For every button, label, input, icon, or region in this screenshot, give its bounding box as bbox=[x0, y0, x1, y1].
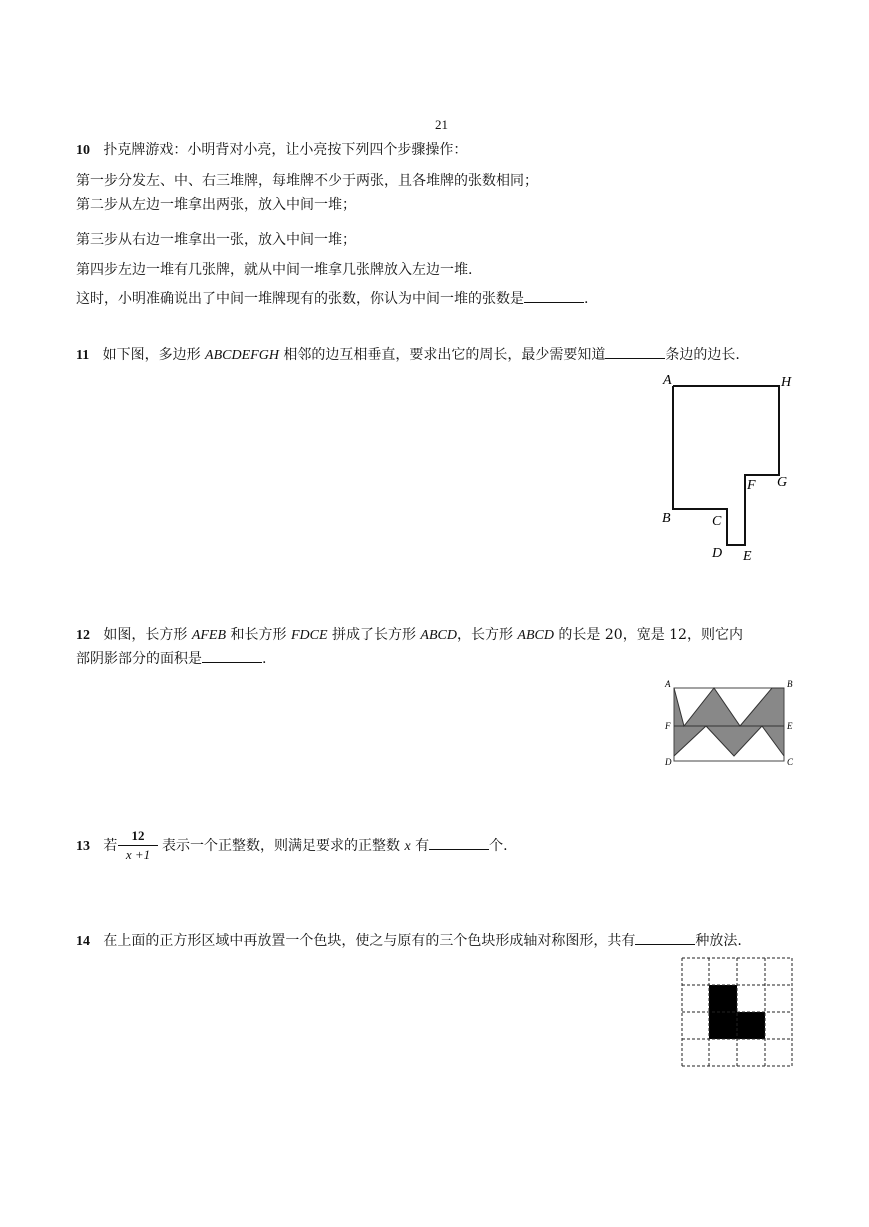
polygon-figure bbox=[650, 368, 800, 568]
grid-figure bbox=[680, 956, 796, 1070]
label-F: F bbox=[665, 721, 671, 731]
label-H: H bbox=[781, 375, 792, 390]
answer-blank bbox=[524, 290, 584, 303]
answer-blank bbox=[429, 837, 489, 850]
answer-blank bbox=[202, 650, 262, 663]
fraction bbox=[118, 828, 158, 863]
question-10-line-4: 第三步从右边一堆拿出一张，放入中间一堆； bbox=[76, 232, 356, 248]
answer-blank bbox=[605, 346, 665, 359]
question-10-line-1: 10 扑克牌游戏：小明背对小亮，让小亮按下列四个步骤操作： bbox=[76, 142, 468, 158]
question-10-line-2: 第一步分发左、中、右三堆牌，每堆牌不少于两张，且各堆牌的张数相同； bbox=[76, 173, 538, 189]
question-14-text: 14 在上面的正方形区域中再放置一个色块，使之与原有的三个色块形成轴对称图形，共有 种放法. bbox=[76, 933, 742, 949]
rectangle-figure bbox=[660, 676, 800, 772]
question-number: 12 bbox=[76, 628, 90, 643]
question-12-line-1: 12 如图，长方形 AFEB 和长方形 FDCE 拼成了长方形 ABCD，长方形 ABCD 的长是 20，宽是 12，则它内 bbox=[76, 627, 743, 643]
fraction-numerator: 12 bbox=[131, 828, 145, 843]
label-D: D bbox=[712, 546, 723, 561]
question-number: 13 bbox=[76, 839, 90, 854]
question-10-line-5: 第四步左边一堆有几张牌，就从中间一堆拿几张牌放入左边一堆. bbox=[76, 262, 473, 278]
question-13-text: 表示一个正整数，则满足要求的正整数 x 有 个. bbox=[162, 838, 508, 854]
page-number: 21 bbox=[435, 117, 448, 132]
label-B: B bbox=[787, 679, 793, 689]
question-13-lead: 13 若 bbox=[76, 838, 118, 854]
question-number: 11 bbox=[76, 348, 90, 363]
label-G: G bbox=[777, 475, 788, 490]
label-C: C bbox=[787, 757, 794, 767]
question-12-line-2: 部阴影部分的面积是 . bbox=[76, 651, 267, 667]
label-E: E bbox=[787, 721, 793, 731]
question-11-text: 11 如下图，多边形 ABCDEFGH 相邻的边互相垂直，要求出它的周长，最少需要知道 条边的边长. bbox=[76, 347, 740, 363]
label-D: D bbox=[665, 757, 672, 767]
label-A: A bbox=[663, 373, 672, 388]
question-number: 14 bbox=[76, 934, 90, 949]
label-F: F bbox=[747, 478, 756, 493]
label-C: C bbox=[712, 514, 722, 529]
label-E: E bbox=[743, 549, 752, 564]
label-B: B bbox=[662, 511, 671, 526]
block-2 bbox=[737, 1012, 765, 1039]
question-number: 10 bbox=[76, 143, 90, 158]
fraction-bar bbox=[118, 845, 158, 846]
label-A: A bbox=[665, 679, 671, 689]
answer-blank bbox=[635, 932, 695, 945]
question-10-line-6: 这时，小明准确说出了中间一堆牌现有的张数，你认为中间一堆的张数是 . bbox=[76, 291, 589, 307]
fraction-denominator: x +1 bbox=[125, 847, 151, 862]
question-10-line-3: 第二步从左边一堆拿出两张，放入中间一堆； bbox=[76, 197, 356, 213]
